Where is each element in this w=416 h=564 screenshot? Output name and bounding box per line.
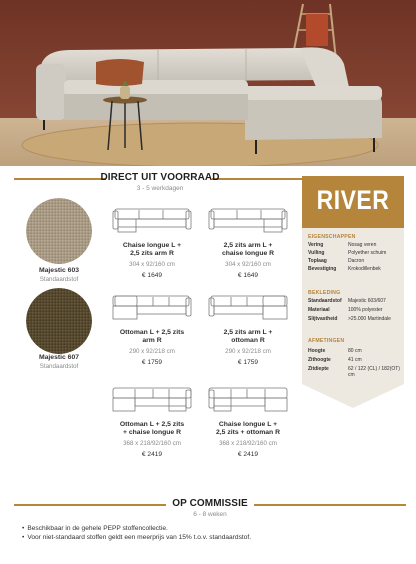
sofa-ottoman-right-diagram [207,292,289,322]
note-item: • Beschikbaar in de gehele PEPP stoffencollectie. [22,524,402,533]
spec-value: Polyether schuim [348,250,387,256]
product-name: Ottoman L + 2,5 zits arm R [119,329,185,345]
section-title-upholstery: BEKLEDING [308,290,341,296]
sofa-chaise-right-diagram [207,205,289,235]
stock-title: DIRECT UIT VOORRAAD [100,172,220,183]
fabric-name: Majestic 603 [38,267,80,274]
product-name: Ottoman L + 2,5 zits + chaise longue R [119,421,185,437]
product-dimensions: 290 x 92/218 cm [225,348,271,356]
product-card[interactable] [104,384,200,458]
product-price: € 1649 [237,272,259,280]
fabric-name: Majestic 607 [38,354,80,361]
spec-value: 62 / 122 (CL) / 182(OT) cm [348,366,400,379]
spec-value: >25.000 Martindale [348,316,391,322]
sofa-chaise-left-diagram [111,205,193,235]
spec-key: Materiaal [308,307,330,313]
fabric-type: Standaardstof [39,276,79,283]
product-dimensions: 304 x 92/160 cm [225,261,271,269]
product-name: 2,5 zits arm L + ottoman R [223,329,273,345]
sofa-chaise-ottoman-diagram [207,384,289,414]
commission-subtitle: 6 - 8 weken [193,511,227,518]
spec-key: Bevestiging [308,266,337,272]
spec-value: 100% polyester [348,307,383,313]
commission-notes [22,524,402,542]
commission-title: OP COMMISSIE [172,498,248,509]
stock-subtitle: 3 - 5 werkdagen [136,185,184,192]
product-price: € 1759 [237,359,259,367]
spec-key: Hoogte [308,348,326,354]
spec-key: Vering [308,242,324,248]
product-card[interactable] [200,292,296,366]
spec-key: Zitdiepte [308,366,329,372]
info-panel [302,176,404,408]
product-price: € 2419 [237,451,259,459]
spec-value: Nosag veren [348,242,377,248]
section-title-properties: EIGENSCHAPPEN [308,234,356,240]
commission-section-header [14,498,406,510]
product-name: Chaise longue L + 2,5 zits + ottoman R [215,421,281,437]
product-card[interactable] [104,205,200,279]
hero-image [0,0,416,166]
spec-key: Vulling [308,250,325,256]
spec-key: Zithoogte [308,357,331,363]
product-price: € 1649 [141,272,163,280]
spec-key: Standaardstof [308,298,342,304]
product-name: Chaise longue L + 2,5 zits arm R [122,242,182,258]
product-card[interactable] [200,205,296,279]
sofa-ottoman-chaise-diagram [111,384,193,414]
section-title-dimensions: AFMETINGEN [308,338,345,344]
spec-value: 80 cm [348,348,362,354]
product-price: € 1759 [141,359,163,367]
spec-key: Toplaag [308,258,327,264]
product-card[interactable] [104,292,200,366]
fabric-swatch-603 [26,198,92,264]
spec-value: 41 cm [348,357,362,363]
product-price: € 2419 [141,451,163,459]
product-dimensions: 290 x 92/218 cm [129,348,175,356]
fabric-swatch-607 [26,288,92,354]
brand-title: RIVER [316,184,390,215]
spec-value: Dacron [348,258,365,264]
note-item: • Voor niet-standaard stoffen geldt een meerprijs van 15% t.o.v. standaardstof. [22,533,402,542]
sofa-ottoman-left-diagram [111,292,193,322]
spec-key: Slijtvastheid [308,316,338,322]
product-dimensions: 368 x 218/92/160 cm [123,440,181,448]
product-dimensions: 304 x 92/160 cm [129,261,175,269]
spec-value: Majestic 603/607 [348,298,386,304]
product-card[interactable] [200,384,296,458]
spec-value: Krokodillenbek [348,266,381,272]
product-name: 2,5 zits arm L + chaise longue R [221,242,275,258]
product-dimensions: 368 x 218/92/160 cm [219,440,277,448]
fabric-type: Standaardstof [39,363,79,370]
